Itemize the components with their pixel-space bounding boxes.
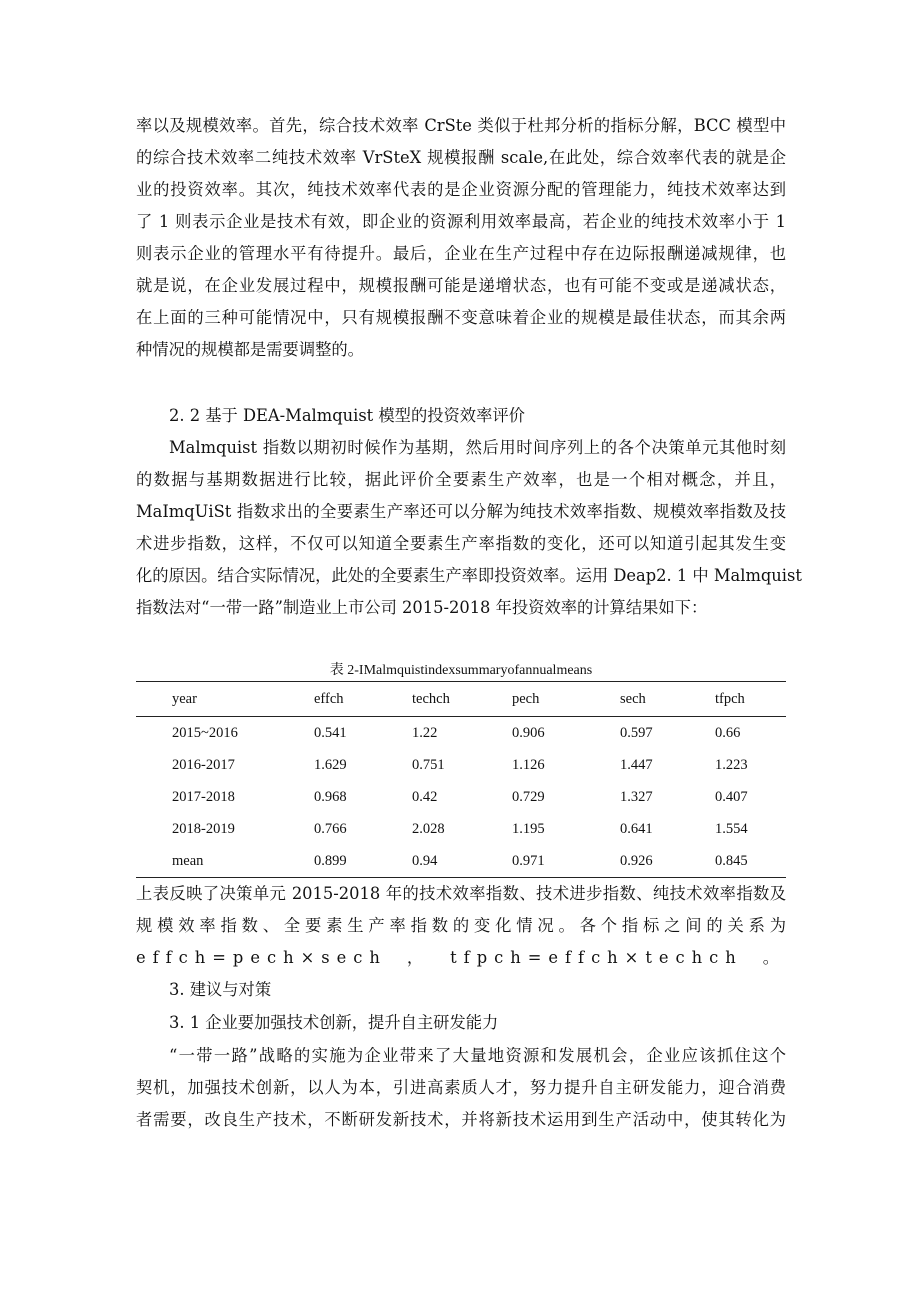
table-cell: 1.22 [412,724,438,741]
text-line: 了 1 则表示企业是技术有效，即企业的资源利用效率最高，若企业的纯技术效率小于 1 [136,212,786,231]
text-line: 的数据与基期数据进行比较，据此评价全要素生产效率，也是一个相对概念，并且， [136,470,786,489]
table-cell: 2017-2018 [172,788,235,805]
paragraph-malmquist [136,432,802,624]
table-cell: 2.028 [412,820,445,837]
text-line: MaImqUiSt 指数求出的全要素生产率还可以分解为纯技术效率指数、规模效率指数及技 [136,502,786,521]
table-row [136,781,786,813]
table-row-mean [136,845,786,878]
table-caption: 表 2-IMalmquistindexsummaryofannualmeans [329,663,593,678]
formula-line: effch=pech×sech，tfpch=effch×techch。 [136,948,786,967]
table-cell: 0.906 [512,724,545,741]
table-cell: 0.597 [620,724,653,741]
table-cell: 2016-2017 [172,756,235,773]
table-cell: 2015~2016 [172,724,238,741]
text-line: 则表示企业的管理水平有待提升。最后，企业在生产过程中存在边际报酬递减规律，也 [136,244,786,263]
text-line: 指数法对“一带一路”制造业上市公司 2015-2018 年投资效率的计算结果如下： [136,598,708,617]
text-line: 者需要，改良生产技术，不断研发新技术，并将新技术运用到生产活动中，使其转化为 [136,1110,786,1129]
text-line: 规模效率指数、全要素生产率指数的变化情况。各个指标之间的关系为 [136,916,786,935]
table-cell: 1.554 [715,820,748,837]
malmquist-table [136,681,786,878]
text-line: 率以及规模效率。首先，综合技术效率 CrSte 类似于杜邦分析的指标分解，BCC 模型中 [136,116,786,135]
paragraph-innovation [136,1040,786,1136]
table-cell: 0.641 [620,820,653,837]
table-cell: 0.407 [715,788,748,805]
table-cell: 0.845 [715,852,748,869]
paragraph-table-explanation [136,878,786,974]
table-cell: 0.751 [412,756,445,773]
table-cell: 1.447 [620,756,653,773]
text-line: 上表反映了决策单元 2015-2018 年的技术效率指数、技术进步指数、纯技术效率指数及 [136,884,786,903]
table-cell: 1.327 [620,788,653,805]
table-cell: 1.126 [512,756,545,773]
table-row [136,813,786,845]
table-header-row [136,682,786,717]
text-line: 在上面的三种可能情况中，只有规模报酬不变意味着企业的规模是最佳状态，而其余两 [136,308,786,327]
table-cell: 0.42 [412,788,438,805]
text-line: 业的投资效率。其次，纯技术效率代表的是企业资源分配的管理能力，纯技术效率达到 [136,180,786,199]
column-header-sech: sech [620,682,715,717]
section-heading-3-1: 3. 1 企业要加强技术创新，提升自主研发能力 [169,1013,499,1032]
column-header-techch: techch [412,682,512,717]
section-heading-2-2: 2. 2 基于 DEA-Malmquist 模型的投资效率评价 [169,406,525,425]
table-cell: 0.968 [314,788,347,805]
table-row [136,749,786,781]
table-cell: 1.223 [715,756,748,773]
column-header-tfpch: tfpch [715,682,786,717]
table-cell: 0.94 [412,852,438,869]
text-line: 种情况的规模都是需要调整的。 [136,340,364,359]
paragraph-scale-efficiency [136,110,786,366]
section-heading-3: 3. 建议与对策 [169,980,272,999]
table-cell: 1.195 [512,820,545,837]
column-header-year: year [136,682,314,717]
text-line: Malmquist 指数以期初时候作为基期，然后用时间序列上的各个决策单元其他时刻 [169,438,786,457]
text-line: 的综合技术效率二纯技术效率 VrSteX 规模报酬 scale,在此处，综合效率代表的就是企 [136,148,786,167]
table-cell: 0.899 [314,852,347,869]
table-cell: 0.766 [314,820,347,837]
text-line: 化的原因。结合实际情况，此处的全要素生产率即投资效率。运用 Deap2. 1 中 Malmquist [136,566,802,585]
text-line: “一带一路”战略的实施为企业带来了大量地资源和发展机会，企业应该抓住这个 [169,1046,786,1065]
column-header-pech: pech [512,682,620,717]
table-row [136,717,786,750]
table-cell: 1.629 [314,756,347,773]
table-cell: 0.971 [512,852,545,869]
text-line: 术进步指数，这样，不仅可以知道全要素生产率指数的变化，还可以知道引起其发生变 [136,534,786,553]
text-line: 就是说，在企业发展过程中，规模报酬可能是递增状态，也有可能不变或是递减状态， [136,276,786,295]
column-header-effch: effch [314,682,412,717]
table-cell: 0.729 [512,788,545,805]
text-line: 契机，加强技术创新，以人为本，引进高素质人才，努力提升自主研发能力，迎合消费 [136,1078,786,1097]
table-cell: 0.926 [620,852,653,869]
table-cell: mean [172,852,204,869]
table-cell: 2018-2019 [172,820,235,837]
table-cell: 0.66 [715,724,741,741]
table-cell: 0.541 [314,724,347,741]
